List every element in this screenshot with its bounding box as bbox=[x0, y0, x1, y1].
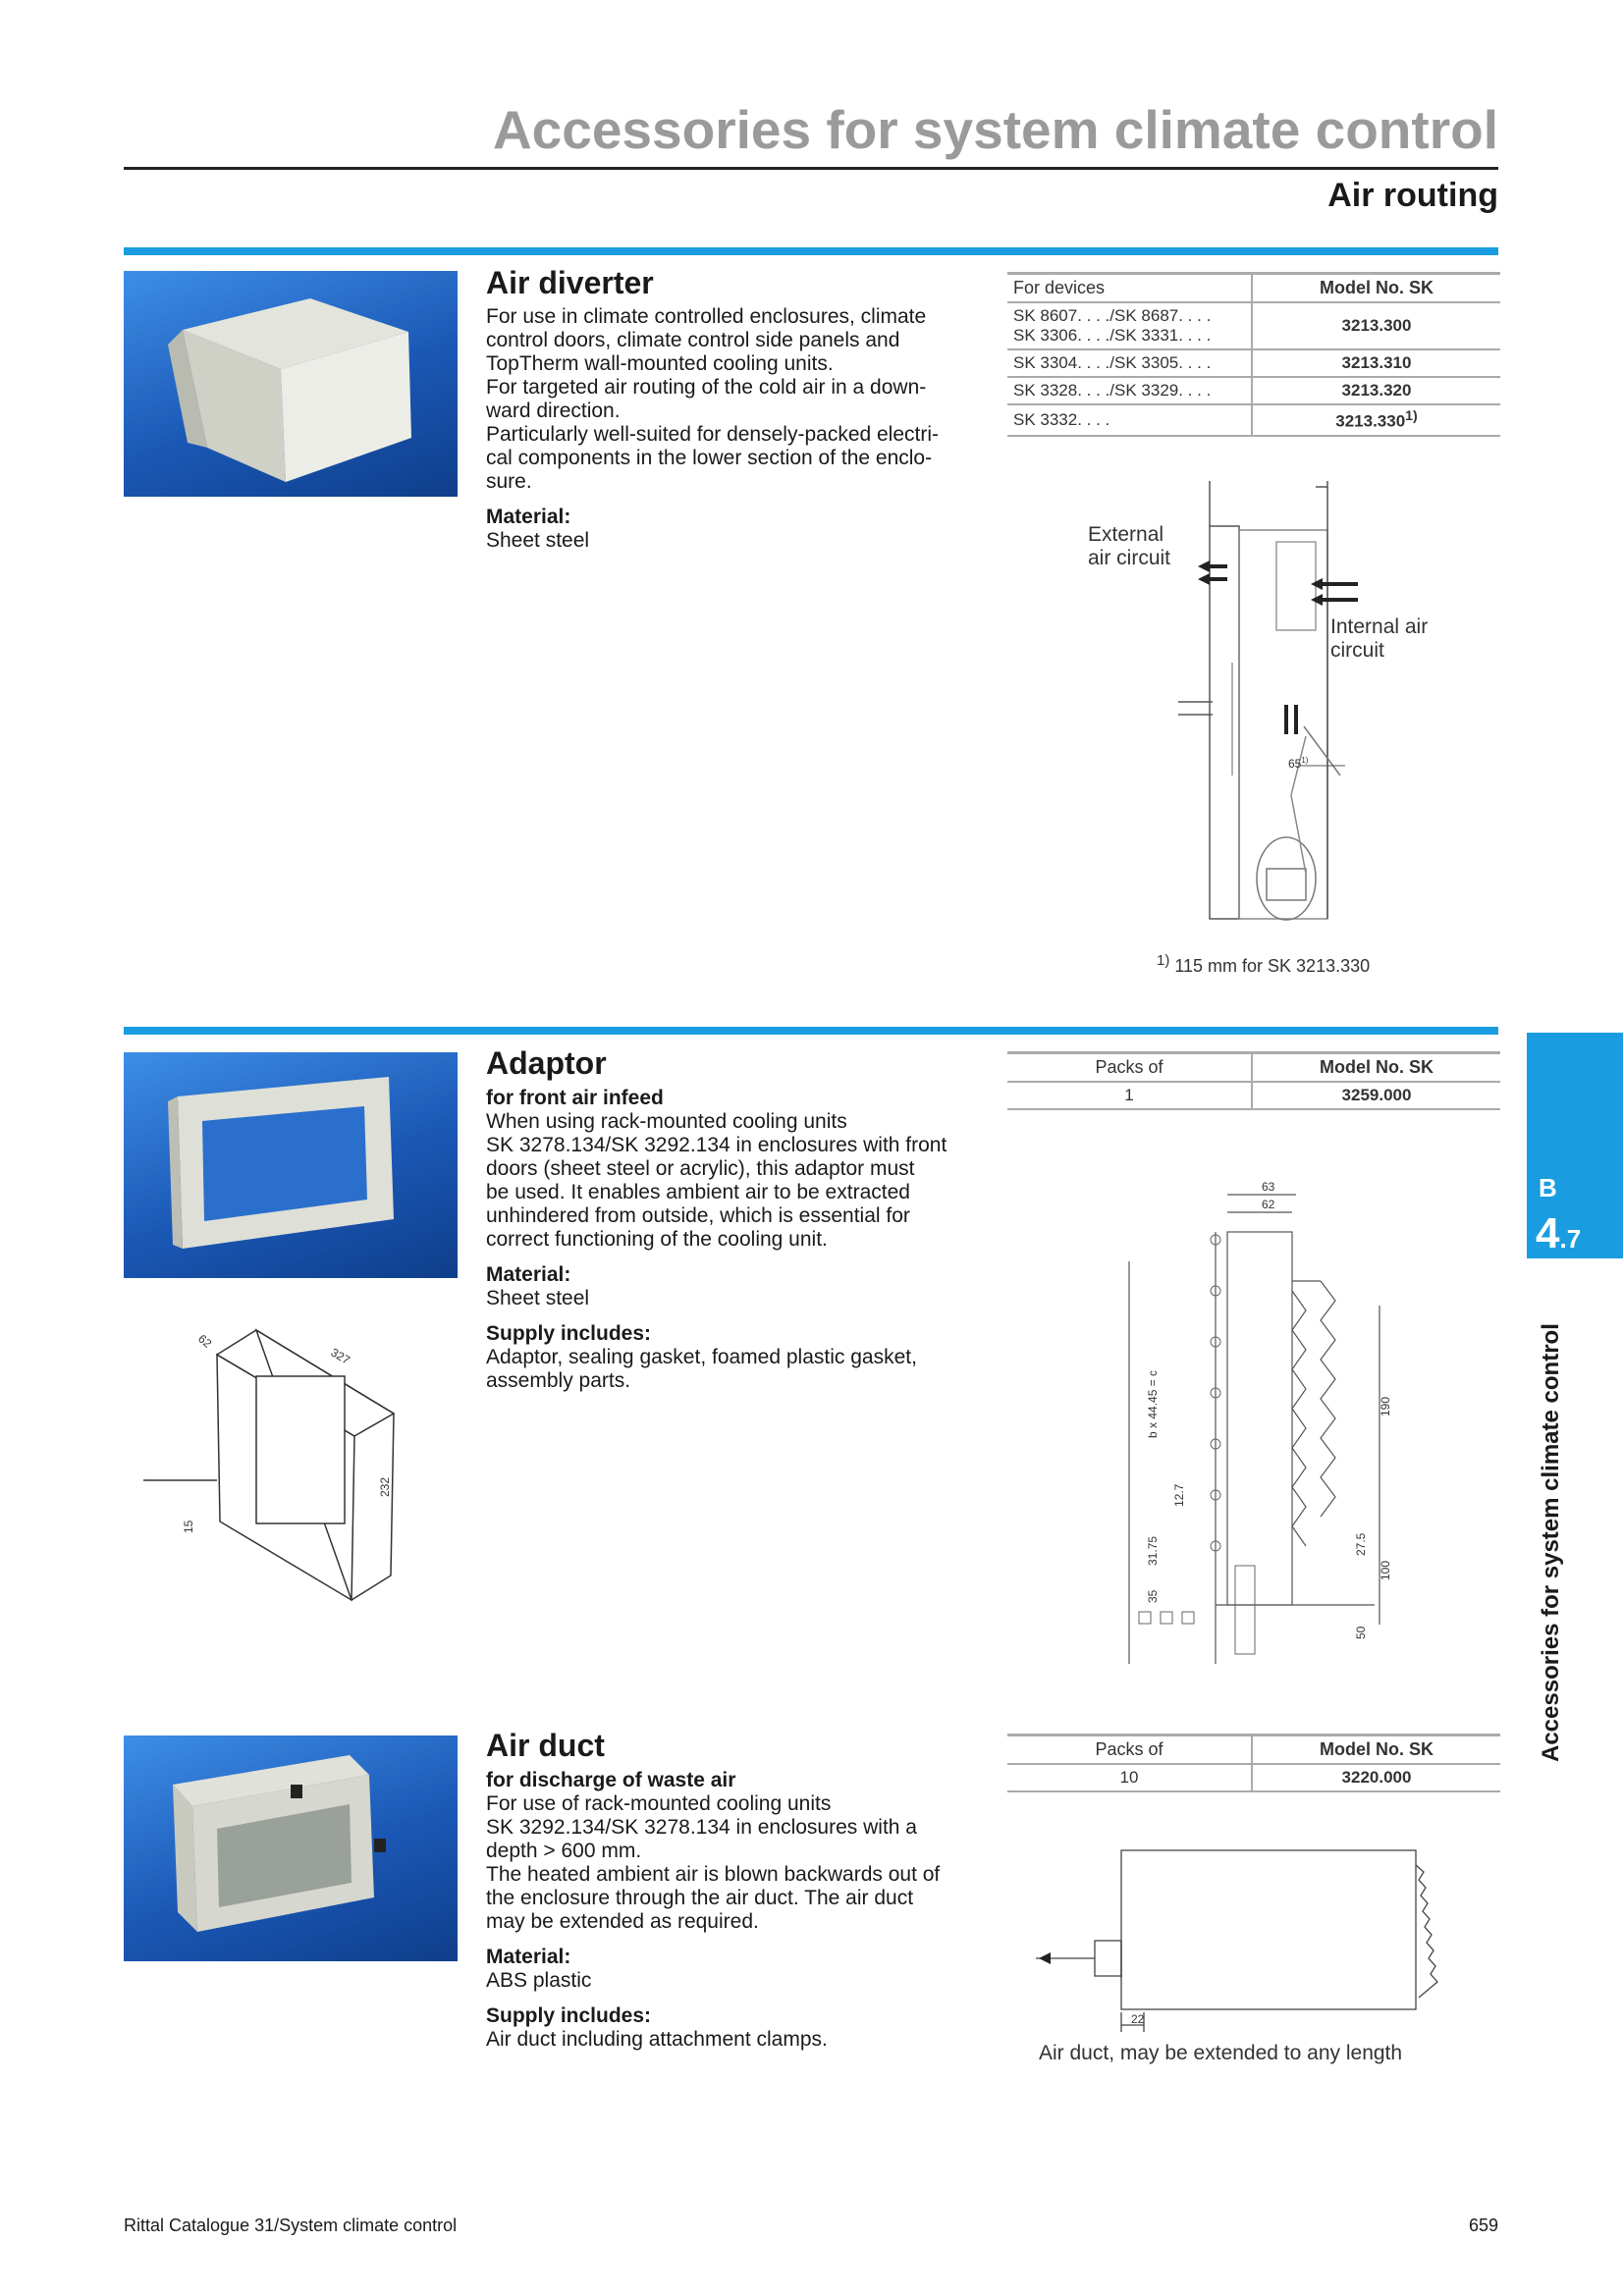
packs-cell: 10 bbox=[1007, 1764, 1252, 1791]
desc-line: Particularly well-suited for densely-packed electri- bbox=[486, 423, 940, 446]
adaptor-drawing bbox=[124, 1315, 458, 1610]
model-cell: 3213.310 bbox=[1252, 349, 1500, 377]
desc-line: be used. It enables ambient air to be extracted bbox=[486, 1181, 910, 1203]
dim-232: 232 bbox=[378, 1476, 392, 1497]
desc-line: the enclosure through the air duct. The air duct bbox=[486, 1887, 914, 1909]
dim-b: b x 44.45 = c bbox=[1146, 1369, 1160, 1438]
chapter-letter: B bbox=[1539, 1173, 1557, 1202]
desc-line: depth > 600 mm. bbox=[486, 1840, 642, 1862]
dim-190: 190 bbox=[1379, 1396, 1392, 1416]
desc-line: SK 3292.134/SK 3278.134 in enclosures with a bbox=[486, 1816, 917, 1839]
material-label: Material: bbox=[486, 1946, 571, 1968]
table-row bbox=[1007, 404, 1500, 436]
chapter-number-sub: .7 bbox=[1559, 1224, 1582, 1254]
dim-62: 62 bbox=[1262, 1198, 1275, 1211]
table-row bbox=[1007, 1082, 1500, 1109]
air-duct-caption: Air duct, may be extended to any length bbox=[1039, 2042, 1403, 2064]
col-header-model: Model No. SK bbox=[1252, 1735, 1500, 1765]
external-air-label-line: air circuit bbox=[1088, 547, 1171, 569]
desc-line: TopTherm wall-mounted cooling units. bbox=[486, 352, 834, 375]
desc-line: unhindered from outside, which is essential for bbox=[486, 1204, 910, 1227]
table-row bbox=[1007, 377, 1500, 404]
col-header-packs: Packs of bbox=[1007, 1735, 1252, 1765]
chapter-number-main: 4 bbox=[1536, 1209, 1560, 1257]
supply-line: Adaptor, sealing gasket, foamed plastic gasket, bbox=[486, 1346, 917, 1368]
col-header-model: Model No. SK bbox=[1252, 1053, 1500, 1083]
adaptor-diagram bbox=[1109, 1153, 1404, 1664]
desc-line: SK 3278.134/SK 3292.134 in enclosures with front bbox=[486, 1134, 947, 1156]
desc-line: doors (sheet steel or acrylic), this adaptor must bbox=[486, 1157, 915, 1180]
desc-line: may be extended as required. bbox=[486, 1910, 759, 1933]
material-value: Sheet steel bbox=[486, 1287, 590, 1309]
col-header-model: Model No. SK bbox=[1252, 274, 1500, 303]
col-header-packs: Packs of bbox=[1007, 1053, 1252, 1083]
desc-line: correct functioning of the cooling unit. bbox=[486, 1228, 828, 1251]
packs-cell: 1 bbox=[1007, 1082, 1252, 1109]
page-title: Accessories for system climate control bbox=[492, 99, 1498, 160]
title-divider bbox=[124, 167, 1498, 170]
air-diverter-table bbox=[1007, 272, 1500, 437]
page-subtitle: Air routing bbox=[1327, 177, 1498, 214]
air-diverter-diagram bbox=[1159, 481, 1394, 933]
dim-15: 15 bbox=[182, 1520, 195, 1533]
device-cell: SK 8607. . . ./SK 8687. . . . bbox=[1013, 306, 1212, 325]
material-value: ABS plastic bbox=[486, 1969, 592, 1992]
device-cell: SK 3332. . . . bbox=[1007, 404, 1252, 436]
desc-line: For use of rack-mounted cooling units bbox=[486, 1792, 832, 1815]
air-diverter-text bbox=[486, 305, 987, 553]
dim-327: 327 bbox=[328, 1345, 352, 1367]
supply-label: Supply includes: bbox=[486, 1322, 652, 1345]
air-duct-photo bbox=[124, 1735, 458, 1961]
device-cell: SK 3304. . . ./SK 3305. . . . bbox=[1007, 349, 1252, 377]
model-cell bbox=[1252, 404, 1500, 436]
air-duct-text bbox=[486, 1792, 987, 2052]
dim-22: 22 bbox=[1131, 2012, 1145, 2026]
dim-35: 35 bbox=[1146, 1589, 1160, 1603]
model-cell: 3220.000 bbox=[1252, 1764, 1500, 1791]
dim-50: 50 bbox=[1354, 1626, 1368, 1639]
desc-line: control doors, climate control side panels and bbox=[486, 329, 900, 351]
external-air-label-line: External bbox=[1088, 523, 1164, 546]
air-duct-diagram bbox=[1031, 1841, 1483, 2037]
adaptor-title: Adaptor bbox=[486, 1045, 607, 1081]
supply-line: assembly parts. bbox=[486, 1369, 631, 1392]
table-row bbox=[1007, 349, 1500, 377]
model-cell: 3213.300 bbox=[1252, 302, 1500, 349]
dim-100: 100 bbox=[1379, 1560, 1392, 1580]
diagram-footnote bbox=[1157, 952, 1370, 977]
col-header-devices: For devices bbox=[1007, 274, 1252, 303]
air-diverter-photo bbox=[124, 271, 458, 497]
internal-air-label-line: circuit bbox=[1330, 639, 1384, 662]
material-value: Sheet steel bbox=[486, 529, 590, 552]
dim-31-75: 31.75 bbox=[1146, 1535, 1160, 1566]
adaptor-table bbox=[1007, 1051, 1500, 1110]
dim-12-7: 12.7 bbox=[1172, 1483, 1186, 1507]
air-diverter-title: Air diverter bbox=[486, 265, 654, 300]
internal-air-label-line: Internal air bbox=[1330, 615, 1429, 638]
chapter-number bbox=[1536, 1209, 1581, 1258]
footer-catalogue: Rittal Catalogue 31/System climate control bbox=[124, 2216, 458, 2235]
table-row bbox=[1007, 302, 1500, 349]
adaptor-subtitle: for front air infeed bbox=[486, 1087, 664, 1109]
air-duct-title: Air duct bbox=[486, 1728, 605, 1763]
desc-line: cal components in the lower section of the enclo- bbox=[486, 447, 933, 469]
section-divider-adaptor bbox=[124, 1027, 1498, 1035]
air-duct-subtitle: for discharge of waste air bbox=[486, 1769, 736, 1791]
supply-line: Air duct including attachment clamps. bbox=[486, 2028, 828, 2051]
desc-line: sure. bbox=[486, 470, 532, 493]
chapter-side-label: Accessories for system climate control bbox=[1538, 1323, 1564, 1762]
desc-line: ward direction. bbox=[486, 400, 621, 422]
material-label: Material: bbox=[486, 506, 571, 528]
model-cell: 3259.000 bbox=[1252, 1082, 1500, 1109]
desc-line: For targeted air routing of the cold air in a down- bbox=[486, 376, 927, 399]
desc-line: For use in climate controlled enclosures, climate bbox=[486, 305, 927, 328]
device-cell: SK 3328. . . ./SK 3329. . . . bbox=[1007, 377, 1252, 404]
desc-line: When using rack-mounted cooling units bbox=[486, 1110, 847, 1133]
model-value: 3213.330 bbox=[1335, 411, 1406, 431]
material-label: Material: bbox=[486, 1263, 571, 1286]
footnote-marker: 1) bbox=[1405, 408, 1418, 424]
page-number: 659 bbox=[1468, 2216, 1498, 2235]
section-divider-air-diverter bbox=[124, 247, 1498, 255]
dim-27-5: 27.5 bbox=[1354, 1532, 1368, 1556]
footnote-marker: 1) bbox=[1157, 952, 1170, 969]
air-duct-table bbox=[1007, 1734, 1500, 1792]
model-cell: 3213.320 bbox=[1252, 377, 1500, 404]
footnote-text: 115 mm for SK 3213.330 bbox=[1169, 956, 1371, 976]
dim-63: 63 bbox=[1262, 1180, 1275, 1194]
dim-62: 62 bbox=[195, 1331, 215, 1351]
supply-label: Supply includes: bbox=[486, 2004, 652, 2027]
adaptor-photo bbox=[124, 1052, 458, 1278]
table-row bbox=[1007, 1764, 1500, 1791]
adaptor-text bbox=[486, 1110, 987, 1393]
device-cell: SK 3306. . . ./SK 3331. . . . bbox=[1013, 326, 1212, 345]
desc-line: The heated ambient air is blown backwards out of bbox=[486, 1863, 941, 1886]
dim-65-label: 65$^{1)}$ bbox=[1288, 756, 1309, 771]
